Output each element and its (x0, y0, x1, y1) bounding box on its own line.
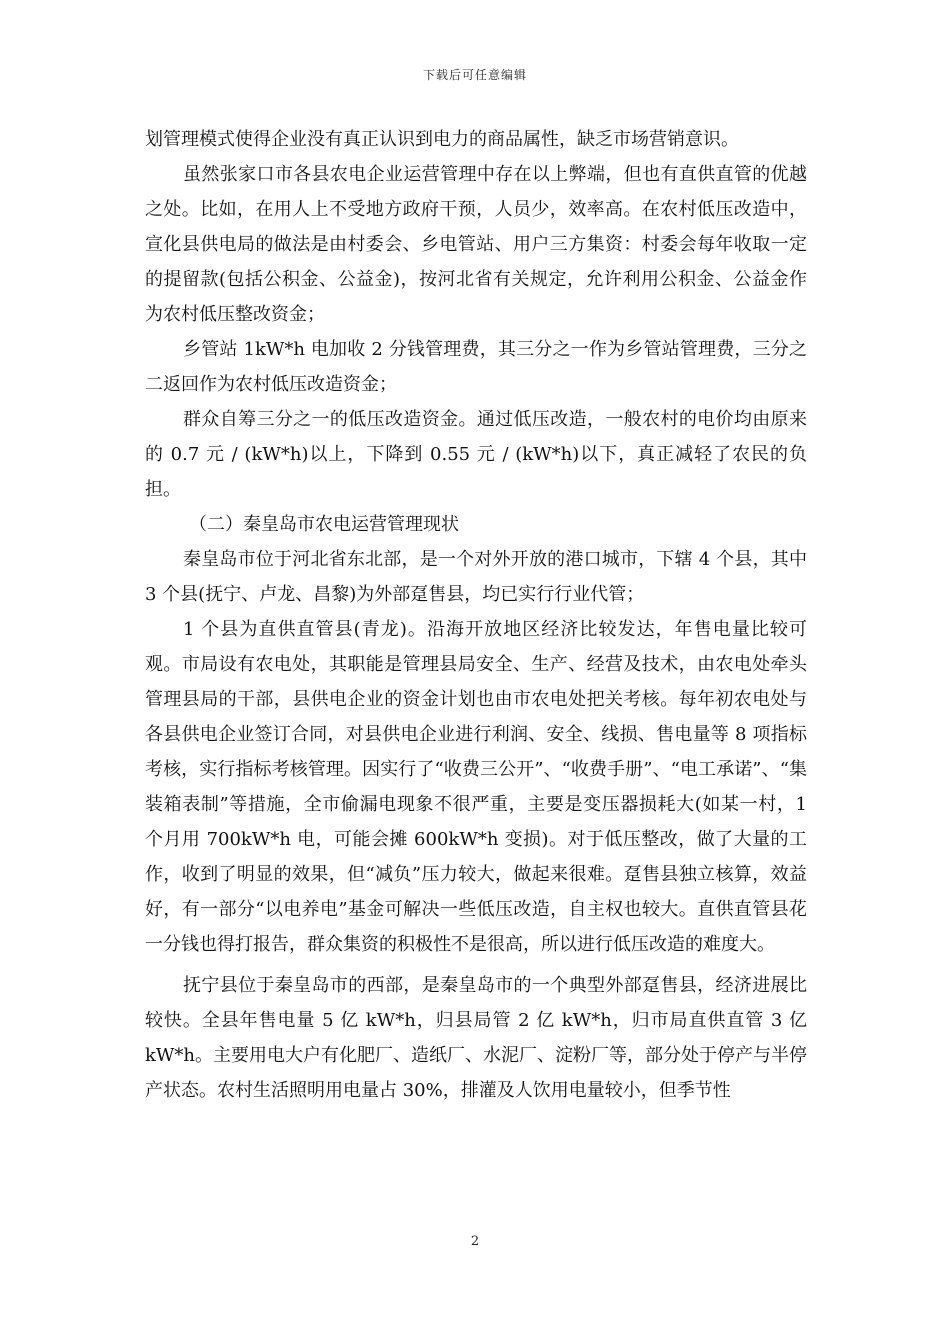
paragraph-qinhuangdao-overview: 秦皇岛市位于河北省东北部，是一个对外开放的港口城市，下辖 4 个县，其中 3 个县(抚宁、卢龙、昌黎)为外部趸售县，均已实行行业代管； (145, 549, 807, 605)
document-body (145, 122, 807, 1108)
paragraph-management-fee: 乡管站 1kW*h 电加收 2 分钱管理费，其三分之一作为乡管站管理费，三分之二返回作为农村低压改造资金； (145, 339, 807, 395)
paragraph-zhangjiakou-advantages: 虽然张家口市各县农电企业运营管理中存在以上弊端，但也有直供直管的优越之处。比如，在用人上不受地方政府干预，人员少，效率高。在农村低压改造中，宣化县供电局的做法是由村委会、乡电管站、用户三方集资：村委会每年收取一定的提留款(包括公积金、公益金)，按河北省有关规定，允许利用公积金、公益金作为农村低压整改资金； (145, 164, 807, 325)
paragraph-continuation: 划管理模式使得企业没有真正认识到电力的商品属性，缺乏市场营销意识。 (145, 129, 739, 150)
page-number: 2 (470, 1234, 480, 1249)
paragraph-self-funding: 群众自筹三分之一的低压改造资金。通过低压改造，一般农村的电价均由原来的 0.7 元 / (kW*h)以上，下降到 0.55 元 / (kW*h)以下，真正减轻了农民的负担。 (145, 409, 807, 500)
paragraph-qinglong-county: 1 个县为直供直管县(青龙)。沿海开放地区经济比较发达，年售电量比较可观。市局设有农电处，其职能是管理县局安全、生产、经营及技术，由农电处牵头管理县局的干部，县供电企业的资金计划也由市农电处把关考核。每年初农电处与各县供电企业签订合同，对县供电企业进行利润、安全、线损、售电量等 8 项指标考核，实行指标考核管理。因实行了“收费三公开”、“收费手册”、“电工承诺”、“集装箱表制”等措施，全市偷漏电现象不很严重，主要是变压器损耗大(如某一村，1 个月用 700kW*h 电，可能会摊 600kW*h 变损)。对于低压整改，做了大量的工作，收到了明显的效果，但“减负”压力较大，做起来很难。趸售县独立核算，效益好，有一部分“以电养电”基金可解决一些低压改造，自主权也较大。直供直管县花一分钱也得打报告，群众集资的积极性不是很高，所以进行低压改造的难度大。 (145, 619, 807, 955)
section-heading-qinhuangdao: （二）秦皇岛市农电运营管理现状 (189, 514, 459, 535)
page-header: 下载后可任意编辑 (422, 68, 527, 82)
paragraph-funing-county: 抚宁县位于秦皇岛市的西部，是秦皇岛市的一个典型外部趸售县，经济进展比较快。全县年售电量 5 亿 kW*h，归县局管 2 亿 kW*h，归市局直供直管 3 亿 kW*h。主要用电大户有化肥厂、造纸厂、水泥厂、淀粉厂等，部分处于停产与半停产状态。农村生活照明用电量占 30%，排灌及人饮用电量较小，但季节性 (145, 975, 807, 1101)
